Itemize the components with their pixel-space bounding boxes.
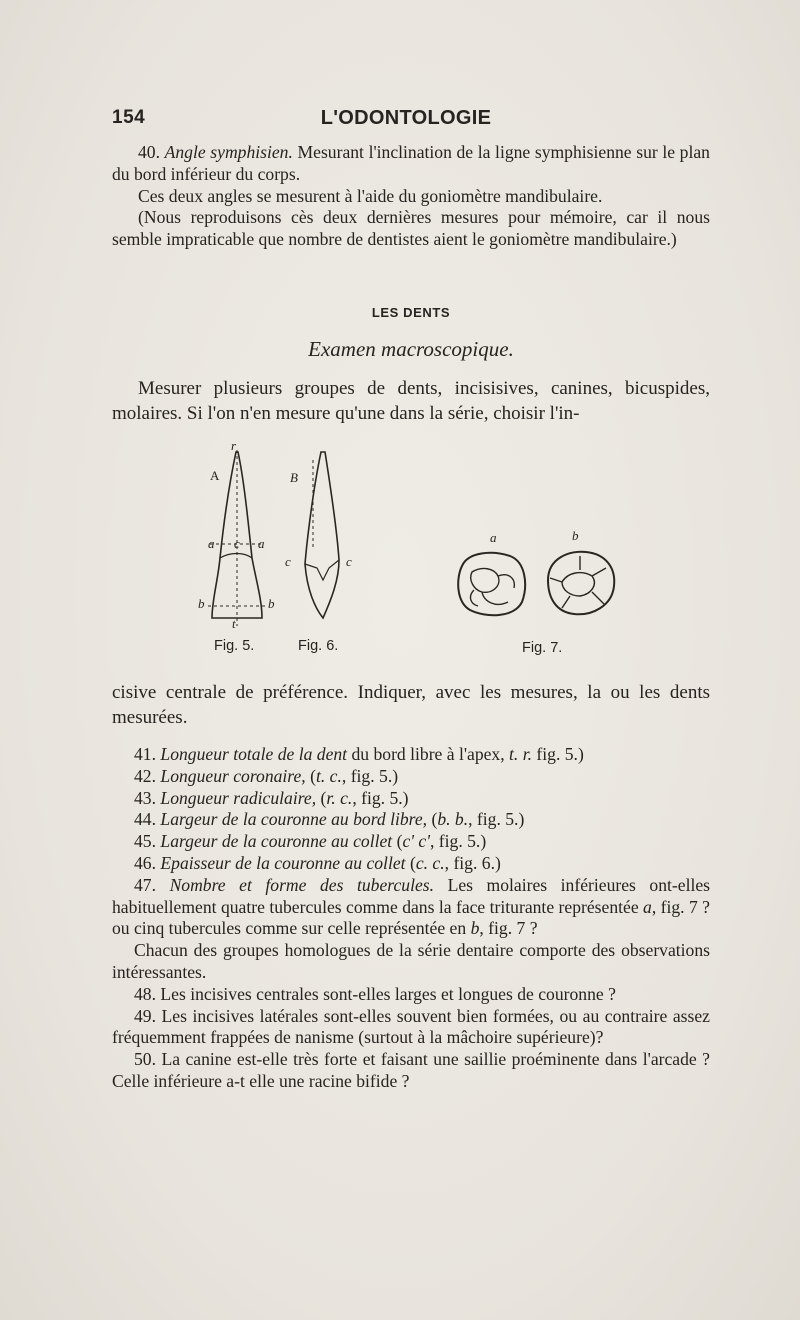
- running-title: L'ODONTOLOGIE: [320, 107, 492, 129]
- paragraph: (Nous reproduisons cès deux dernières mesures pour mémoire, car il nous semble impraticable que nombre de dentistes aient le goniomètre mandibulaire.): [112, 207, 710, 250]
- item-text: , fig. 5.): [352, 787, 409, 808]
- intro-text: [112, 142, 710, 251]
- page-number: 154: [112, 107, 146, 128]
- fig7-molar-b-drawing: [540, 546, 620, 618]
- list-item-48: 48. Les incisives centrales sont-elles larges et longues de couronne ?: [134, 983, 616, 1004]
- list-item: [112, 788, 710, 810]
- item-text: (: [427, 809, 438, 830]
- item-text: (: [316, 787, 327, 808]
- paragraph: Chacun des groupes homologues de la série dentaire comporte des observations intéressantes.: [112, 940, 710, 982]
- list-item: [112, 831, 710, 853]
- item-40: [112, 142, 710, 186]
- list-item-47: [112, 875, 710, 940]
- label-fig7-a: a: [490, 530, 497, 545]
- label-c-left: c: [285, 554, 291, 569]
- section-title: LES DENTS: [371, 305, 451, 320]
- item-ref: t. r.: [509, 744, 533, 764]
- item-text: du bord libre à l'apex,: [347, 744, 510, 764]
- list-item: [112, 766, 710, 788]
- list-item-50: 50. La canine est-elle très forte et faisant une saillie proéminente dans l'arcade ? Celle inférieure a-t elle une racine bifide ?: [112, 1049, 710, 1091]
- item-number: 43.: [134, 787, 156, 808]
- fig7-molar-a-drawing: [452, 546, 532, 620]
- item-ref: b. b.: [437, 809, 469, 830]
- item-ref: r. c.: [326, 787, 353, 808]
- item-term: Nombre et forme des tubercules.: [169, 874, 435, 895]
- list-item-49: 49. Les incisives latérales sont-elles souvent bien formées, ou au contraire assez fréquemment frappées de nanisme (surtout à la mâchoire supérieure)?: [112, 1005, 710, 1048]
- item-number: 41.: [134, 744, 156, 764]
- list-item: [112, 744, 710, 766]
- item-text: , fig. 7 ? ou cinq tubercules comme sur celle représentée en: [112, 896, 710, 939]
- item-text: Mesurant l'inclination de la ligne symphisienne sur le plan du bord inférieur du corps.: [112, 142, 710, 184]
- item-text: , fig. 5.): [468, 809, 525, 830]
- fig5-caption: Fig. 5.: [214, 638, 255, 654]
- item-number: 47.: [134, 874, 156, 895]
- fig6-caption: Fig. 6.: [298, 638, 339, 654]
- item-term: Epaisseur de la couronne au collet: [160, 852, 406, 873]
- item-text: (: [305, 765, 316, 786]
- item-text: fig. 5.): [532, 744, 584, 764]
- item-term: Largeur de la couronne au collet: [160, 831, 393, 852]
- item-ref: b: [470, 918, 480, 939]
- paragraph: Mesurer plusieurs groupes de dents, incisisives, canines, bicuspides, molaires. Si l'on n'en mesure qu'une dans la série, choisir l'in-: [112, 378, 710, 424]
- item-text: , fig. 5.): [341, 765, 399, 786]
- list-item: [112, 853, 710, 875]
- fig7-caption: Fig. 7.: [522, 640, 563, 656]
- item-text: , fig. 5.): [430, 831, 487, 852]
- label-a-left: a: [208, 536, 215, 551]
- item-text: (: [392, 831, 403, 852]
- item-ref: a: [643, 896, 652, 917]
- item-number: 42.: [134, 765, 156, 786]
- item-number: 45.: [134, 831, 156, 852]
- paragraph: cisive centrale de préférence. Indiquer, avec les mesures, la ou les dents mesurées.: [112, 682, 710, 728]
- item-term: Angle symphisien.: [164, 142, 293, 162]
- figure-area: [190, 440, 640, 670]
- measurement-list: [112, 744, 710, 1093]
- item-ref: t. c.: [315, 765, 342, 786]
- item-term: Longueur totale de la dent: [160, 744, 348, 764]
- label-B: B: [290, 470, 298, 485]
- paragraph-after-figure: [112, 680, 710, 730]
- label-t: t: [232, 616, 236, 631]
- item-number: 46.: [134, 852, 156, 873]
- label-r: r: [231, 438, 237, 453]
- subsection-title: Examen macroscopique.: [308, 337, 514, 361]
- label-c: c: [234, 536, 240, 551]
- page-header: [112, 107, 700, 137]
- label-b-left: b: [198, 596, 205, 611]
- item-text: Les molaires inférieures ont-elles habituellement quatre tubercules comme dans la face triturante représentée: [112, 874, 711, 917]
- list-item: [112, 809, 710, 831]
- item-ref: c. c.: [415, 852, 445, 873]
- item-text: , fig. 6.): [444, 852, 501, 873]
- label-fig7-b: b: [572, 528, 579, 543]
- item-text: (: [405, 852, 416, 873]
- label-A: A: [210, 468, 220, 483]
- paragraph: Ces deux angles se mesurent à l'aide du goniomètre mandibulaire.: [138, 185, 603, 206]
- item-number: 44.: [134, 809, 156, 830]
- item-number: 40.: [138, 142, 160, 162]
- item-term: Longueur radiculaire,: [160, 787, 317, 808]
- item-term: Longueur coronaire,: [160, 765, 306, 786]
- label-a-right: a: [258, 536, 265, 551]
- item-text: , fig. 7 ?: [479, 918, 538, 939]
- paragraph-before-figure: [112, 376, 710, 426]
- item-term: Largeur de la couronne au bord libre,: [160, 809, 428, 830]
- label-c-right: c: [346, 554, 352, 569]
- label-b-right: b: [268, 596, 275, 611]
- item-ref: c' c': [402, 831, 430, 852]
- fig5-incisor-drawing: [190, 440, 290, 640]
